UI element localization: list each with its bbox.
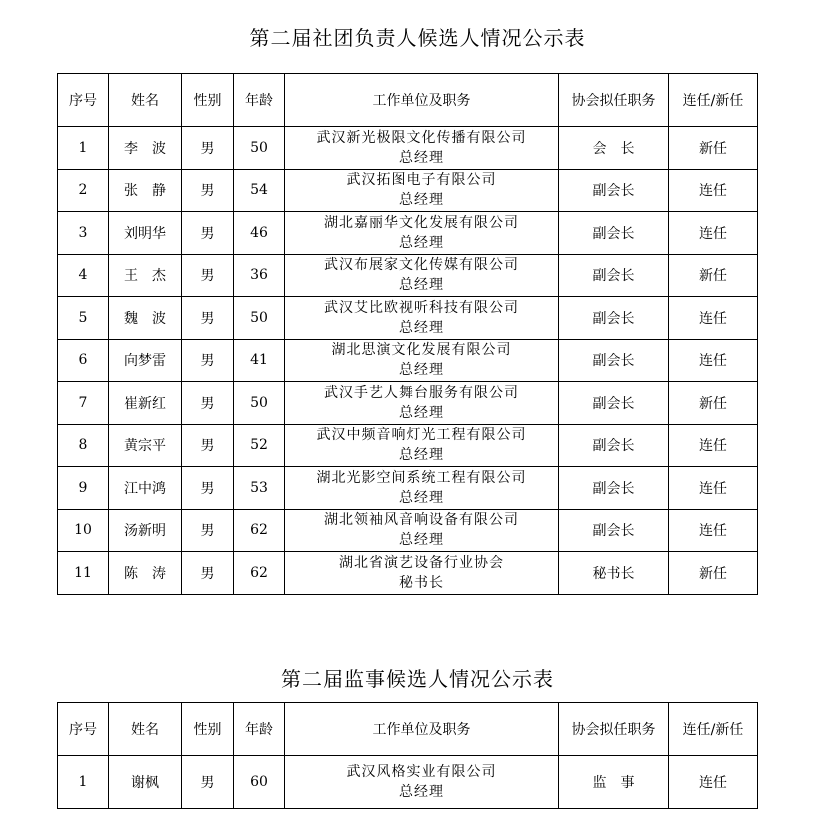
table-row bbox=[58, 339, 758, 382]
cell-sex: 男 bbox=[182, 509, 234, 552]
col-header-position: 协会拟任职务 bbox=[559, 703, 669, 756]
cell-sex: 男 bbox=[182, 254, 234, 297]
cell-sex: 男 bbox=[182, 339, 234, 382]
cell-status: 新任 bbox=[669, 127, 758, 170]
cell-name: 江中鸿 bbox=[109, 467, 182, 510]
cell-job: 总经理 bbox=[399, 277, 444, 294]
table-row bbox=[58, 127, 758, 170]
cell-no: 5 bbox=[58, 297, 109, 340]
cell-job: 秘书长 bbox=[399, 574, 444, 591]
cell-name: 魏 波 bbox=[109, 297, 182, 340]
cell-unit bbox=[285, 382, 559, 425]
cell-job: 总经理 bbox=[399, 234, 444, 251]
table-row bbox=[58, 552, 758, 595]
supervisor-table-title: 第二届监事候选人情况公示表 bbox=[281, 667, 554, 691]
cell-status: 连任 bbox=[669, 169, 758, 212]
cell-name: 陈 涛 bbox=[109, 552, 182, 595]
cell-no: 2 bbox=[58, 169, 109, 212]
col-header-position: 协会拟任职务 bbox=[559, 74, 669, 127]
cell-no: 9 bbox=[58, 467, 109, 510]
cell-org: 武汉拓图电子有限公司 bbox=[346, 172, 497, 189]
cell-position: 副会长 bbox=[559, 212, 669, 255]
cell-name: 王 杰 bbox=[109, 254, 182, 297]
cell-age: 53 bbox=[234, 467, 285, 510]
cell-no: 6 bbox=[58, 339, 109, 382]
col-header-status: 连任/新任 bbox=[669, 703, 758, 756]
cell-position: 秘书长 bbox=[559, 552, 669, 595]
cell-position: 副会长 bbox=[559, 297, 669, 340]
cell-no: 4 bbox=[58, 254, 109, 297]
council-candidates-table bbox=[57, 73, 758, 595]
cell-age: 41 bbox=[234, 339, 285, 382]
cell-org: 湖北省演艺设备行业协会 bbox=[339, 554, 504, 571]
cell-status: 连任 bbox=[669, 509, 758, 552]
cell-sex: 男 bbox=[182, 127, 234, 170]
col-header-name: 姓名 bbox=[109, 74, 182, 127]
cell-unit bbox=[285, 509, 559, 552]
cell-name: 谢枫 bbox=[109, 756, 182, 809]
table-row bbox=[58, 212, 758, 255]
table-row bbox=[58, 297, 758, 340]
cell-status: 连任 bbox=[669, 424, 758, 467]
cell-org: 湖北思演文化发展有限公司 bbox=[331, 342, 512, 359]
cell-status: 连任 bbox=[669, 467, 758, 510]
col-header-sex: 性别 bbox=[182, 74, 234, 127]
cell-no: 7 bbox=[58, 382, 109, 425]
cell-position: 副会长 bbox=[559, 424, 669, 467]
cell-status: 新任 bbox=[669, 254, 758, 297]
cell-status: 新任 bbox=[669, 552, 758, 595]
cell-status: 连任 bbox=[669, 339, 758, 382]
council-table-title: 第二届社团负责人候选人情况公示表 bbox=[249, 26, 586, 50]
cell-no: 1 bbox=[58, 756, 109, 809]
cell-age: 62 bbox=[234, 509, 285, 552]
col-header-no: 序号 bbox=[58, 703, 109, 756]
col-header-age: 年龄 bbox=[234, 703, 285, 756]
cell-org: 武汉中频音响灯光工程有限公司 bbox=[316, 427, 527, 444]
table-row bbox=[58, 254, 758, 297]
cell-sex: 男 bbox=[182, 467, 234, 510]
cell-position: 副会长 bbox=[559, 169, 669, 212]
cell-job: 总经理 bbox=[399, 149, 444, 166]
cell-job: 总经理 bbox=[399, 784, 444, 800]
cell-unit bbox=[285, 254, 559, 297]
cell-age: 60 bbox=[234, 756, 285, 809]
cell-position: 会 长 bbox=[559, 127, 669, 170]
cell-no: 8 bbox=[58, 424, 109, 467]
col-header-status: 连任/新任 bbox=[669, 74, 758, 127]
cell-age: 36 bbox=[234, 254, 285, 297]
cell-unit bbox=[285, 127, 559, 170]
table-row bbox=[58, 467, 758, 510]
cell-unit bbox=[285, 756, 559, 809]
cell-position: 副会长 bbox=[559, 254, 669, 297]
cell-org: 湖北领袖风音响设备有限公司 bbox=[324, 512, 519, 529]
cell-job: 总经理 bbox=[399, 489, 444, 506]
cell-sex: 男 bbox=[182, 424, 234, 467]
cell-sex: 男 bbox=[182, 756, 234, 809]
cell-job: 总经理 bbox=[399, 447, 444, 464]
cell-status: 连任 bbox=[669, 212, 758, 255]
cell-job: 总经理 bbox=[399, 192, 444, 209]
cell-age: 52 bbox=[234, 424, 285, 467]
cell-unit bbox=[285, 212, 559, 255]
cell-status: 连任 bbox=[669, 297, 758, 340]
cell-name: 刘明华 bbox=[109, 212, 182, 255]
cell-org: 武汉新光极限文化传播有限公司 bbox=[316, 129, 527, 146]
cell-position: 副会长 bbox=[559, 509, 669, 552]
cell-status: 新任 bbox=[669, 382, 758, 425]
cell-position: 副会长 bbox=[559, 467, 669, 510]
cell-sex: 男 bbox=[182, 212, 234, 255]
supervisor-candidates-table bbox=[57, 702, 758, 809]
cell-job: 总经理 bbox=[399, 319, 444, 336]
cell-org: 武汉风格实业有限公司 bbox=[346, 764, 497, 780]
cell-no: 11 bbox=[58, 552, 109, 595]
table-row bbox=[58, 509, 758, 552]
table-header-row bbox=[58, 74, 758, 127]
cell-name: 张 静 bbox=[109, 169, 182, 212]
cell-age: 50 bbox=[234, 382, 285, 425]
cell-unit bbox=[285, 424, 559, 467]
cell-age: 54 bbox=[234, 169, 285, 212]
cell-unit bbox=[285, 467, 559, 510]
cell-org: 武汉布展家文化传媒有限公司 bbox=[324, 257, 519, 274]
cell-no: 10 bbox=[58, 509, 109, 552]
cell-unit bbox=[285, 169, 559, 212]
table-row bbox=[58, 382, 758, 425]
cell-age: 62 bbox=[234, 552, 285, 595]
cell-job: 总经理 bbox=[399, 404, 444, 421]
cell-name: 汤新明 bbox=[109, 509, 182, 552]
cell-job: 总经理 bbox=[399, 532, 444, 549]
cell-job: 总经理 bbox=[399, 362, 444, 379]
col-header-no: 序号 bbox=[58, 74, 109, 127]
cell-no: 3 bbox=[58, 212, 109, 255]
cell-position: 副会长 bbox=[559, 339, 669, 382]
col-header-name: 姓名 bbox=[109, 703, 182, 756]
table-header-row bbox=[58, 703, 758, 756]
cell-sex: 男 bbox=[182, 169, 234, 212]
cell-unit bbox=[285, 297, 559, 340]
cell-sex: 男 bbox=[182, 552, 234, 595]
cell-org: 武汉手艺人舞台服务有限公司 bbox=[324, 384, 519, 401]
col-header-age: 年龄 bbox=[234, 74, 285, 127]
cell-position: 监 事 bbox=[559, 756, 669, 809]
col-header-unit: 工作单位及职务 bbox=[285, 74, 559, 127]
cell-status: 连任 bbox=[669, 756, 758, 809]
cell-sex: 男 bbox=[182, 382, 234, 425]
col-header-sex: 性别 bbox=[182, 703, 234, 756]
cell-name: 黄宗平 bbox=[109, 424, 182, 467]
cell-age: 46 bbox=[234, 212, 285, 255]
cell-unit bbox=[285, 339, 559, 382]
cell-name: 李 波 bbox=[109, 127, 182, 170]
cell-name: 崔新红 bbox=[109, 382, 182, 425]
cell-org: 湖北光影空间系统工程有限公司 bbox=[316, 469, 527, 486]
cell-org: 武汉艾比欧视听科技有限公司 bbox=[324, 299, 519, 316]
table-row bbox=[58, 756, 758, 809]
cell-position: 副会长 bbox=[559, 382, 669, 425]
cell-unit bbox=[285, 552, 559, 595]
table-row bbox=[58, 424, 758, 467]
col-header-unit: 工作单位及职务 bbox=[285, 703, 559, 756]
cell-no: 1 bbox=[58, 127, 109, 170]
cell-age: 50 bbox=[234, 127, 285, 170]
cell-org: 湖北嘉丽华文化发展有限公司 bbox=[324, 214, 519, 231]
cell-age: 50 bbox=[234, 297, 285, 340]
cell-sex: 男 bbox=[182, 297, 234, 340]
cell-name: 向梦雷 bbox=[109, 339, 182, 382]
table-row bbox=[58, 169, 758, 212]
